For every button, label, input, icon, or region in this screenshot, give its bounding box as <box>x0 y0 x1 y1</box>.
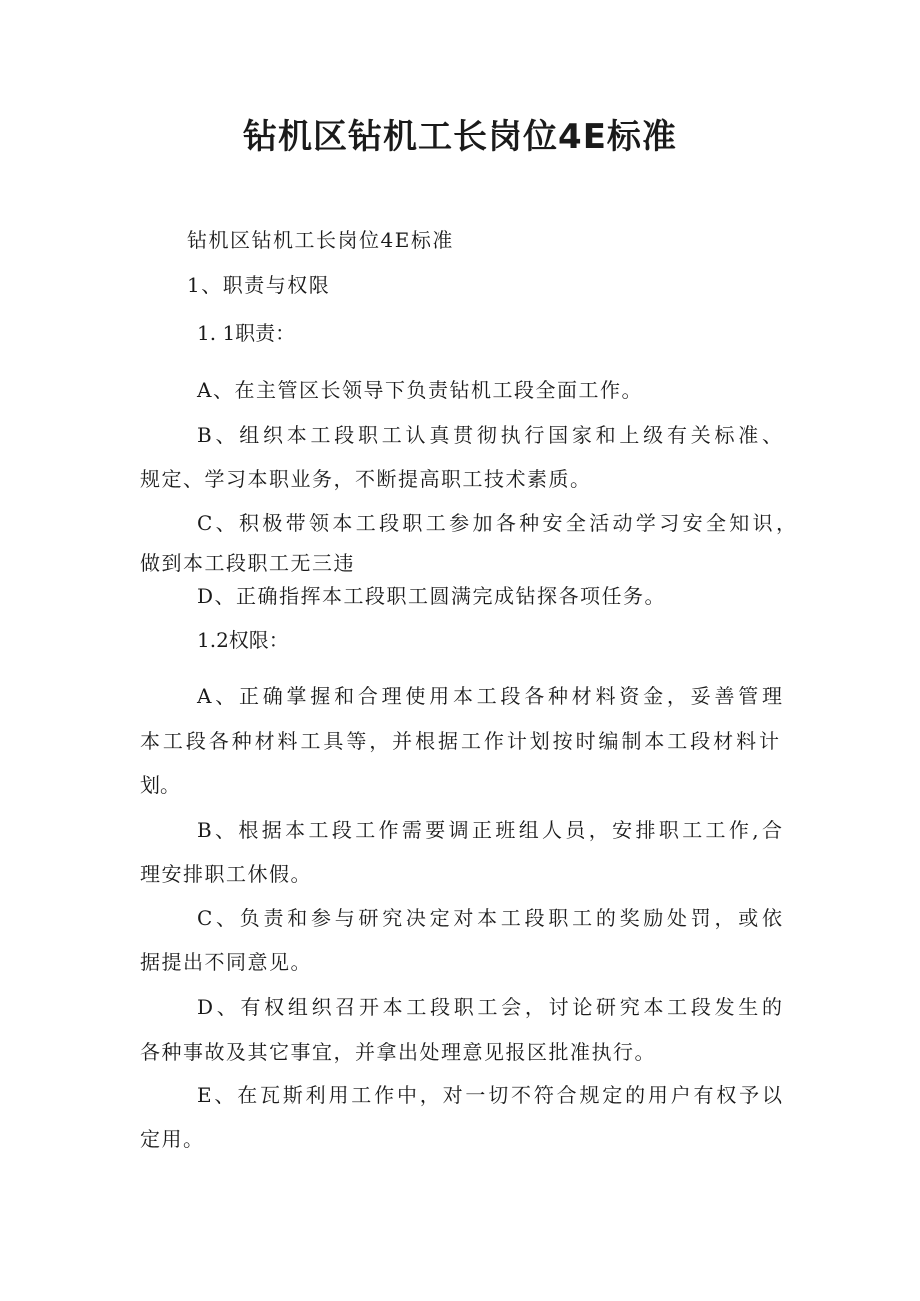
right-item-d-line1: D、有权组织召开本工段职工会，讨论研究本工段发生的 <box>197 995 783 1019</box>
right-item-a-line3: 划。 <box>140 773 180 797</box>
duty-item-b-line2: 规定、学习本职业务，不断提高职工技术素质。 <box>140 467 592 491</box>
section-heading-1-2: 1.2权限： <box>197 628 289 652</box>
document-subtitle: 钻机区钻机工长岗位4E标准 <box>187 228 454 252</box>
duty-item-c-line2: 做到本工段职工无三违 <box>140 551 355 575</box>
right-item-d-line2: 各种事故及其它事宜，并拿出处理意见报区批准执行。 <box>140 1040 656 1064</box>
duty-item-b-line1: B、组织本工段职工认真贯彻执行国家和上级有关标准、 <box>197 423 783 447</box>
section-heading-1: 1、职责与权限 <box>187 273 331 297</box>
right-item-a-line2: 本工段各种材料工具等，并根据工作计划按时编制本工段材料计 <box>140 729 780 753</box>
right-item-c-line1: C、负责和参与研究决定对本工段职工的奖励处罚，或依 <box>197 906 783 930</box>
right-item-e-line1: E、在瓦斯利用工作中，对一切不符合规定的用户有权予以 <box>197 1083 783 1107</box>
duty-item-d: D、正确指挥本工段职工圆满完成钻探各项任务。 <box>197 584 667 608</box>
section-heading-1-1: 1. 1职责： <box>197 321 296 345</box>
right-item-a-line1: A、正确掌握和合理使用本工段各种材料资金，妥善管理 <box>197 684 783 708</box>
right-item-c-line2: 据提出不同意见。 <box>140 950 312 974</box>
duty-item-a: A、在主管区长领导下负责钻机工段全面工作。 <box>197 378 643 402</box>
document-title: 钻机区钻机工长岗位4E标准 <box>243 117 677 157</box>
right-item-e-line2: 定用。 <box>140 1127 205 1151</box>
duty-item-c-line1: C、积极带领本工段职工参加各种安全活动学习安全知识， <box>197 511 797 535</box>
right-item-b-line2: 理安排职工休假。 <box>140 862 312 886</box>
right-item-b-line1: B、根据本工段工作需要调正班组人员，安排职工工作,合 <box>197 818 783 842</box>
